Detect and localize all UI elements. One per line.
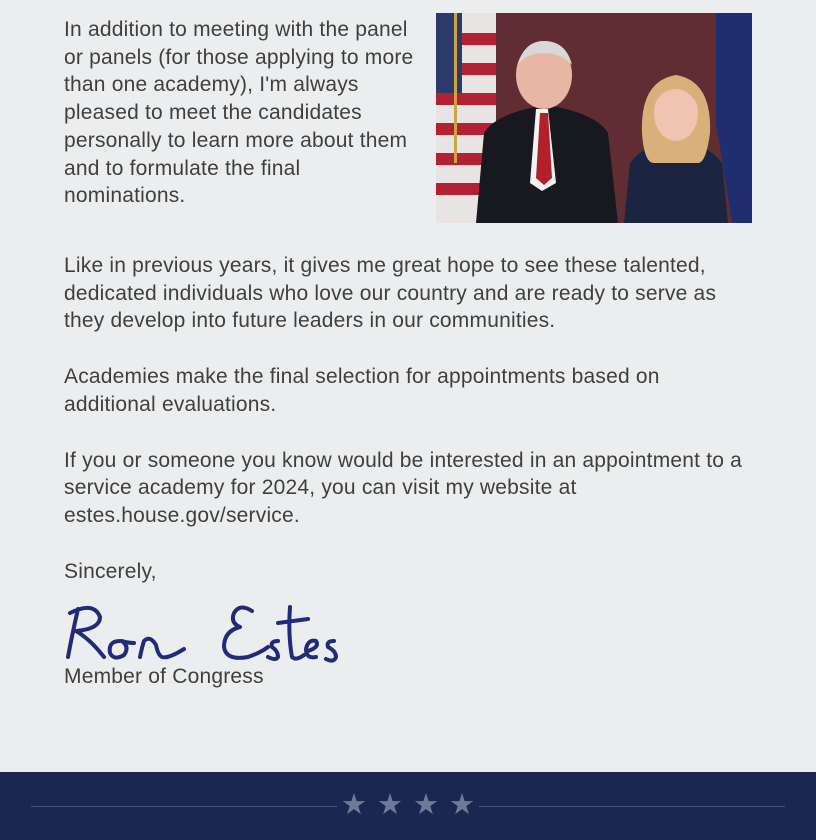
paragraph-academies: Academies make the final selection for appointments based on additional evaluations. <box>64 365 660 416</box>
footer-stars <box>341 790 475 820</box>
signature-graphic <box>64 595 354 667</box>
paragraph-hope: Like in previous years, it gives me great hope to see these talented, dedicated individuals who love our country and are ready to serve as they develop into future leaders in our communities. <box>64 254 717 333</box>
photo-illustration <box>436 13 752 223</box>
congressman-photo <box>436 13 752 223</box>
intro-paragraph: In addition to meeting with the panel or panels (for those applying to more than one academy), I'm always pleased to meet the candidates personally to learn more about them and to formulate the final nominations. <box>64 18 414 208</box>
star-icon: ★ <box>377 789 403 821</box>
footer-bar <box>0 772 816 840</box>
star-icon: ★ <box>413 789 439 821</box>
footer-rule-left <box>31 806 337 807</box>
signature-title: Member of Congress <box>64 665 264 689</box>
footer-rule-right <box>479 806 785 807</box>
star-icon: ★ <box>341 789 367 821</box>
signature <box>64 595 754 663</box>
star-icon: ★ <box>449 789 475 821</box>
closing: Sincerely, <box>64 559 157 583</box>
paragraph-website: If you or someone you know would be interested in an appointment to a service academy for 2024, you can visit my website at estes.house.gov/service. <box>64 448 743 527</box>
letter-body <box>64 16 754 691</box>
intro-section <box>64 16 754 224</box>
